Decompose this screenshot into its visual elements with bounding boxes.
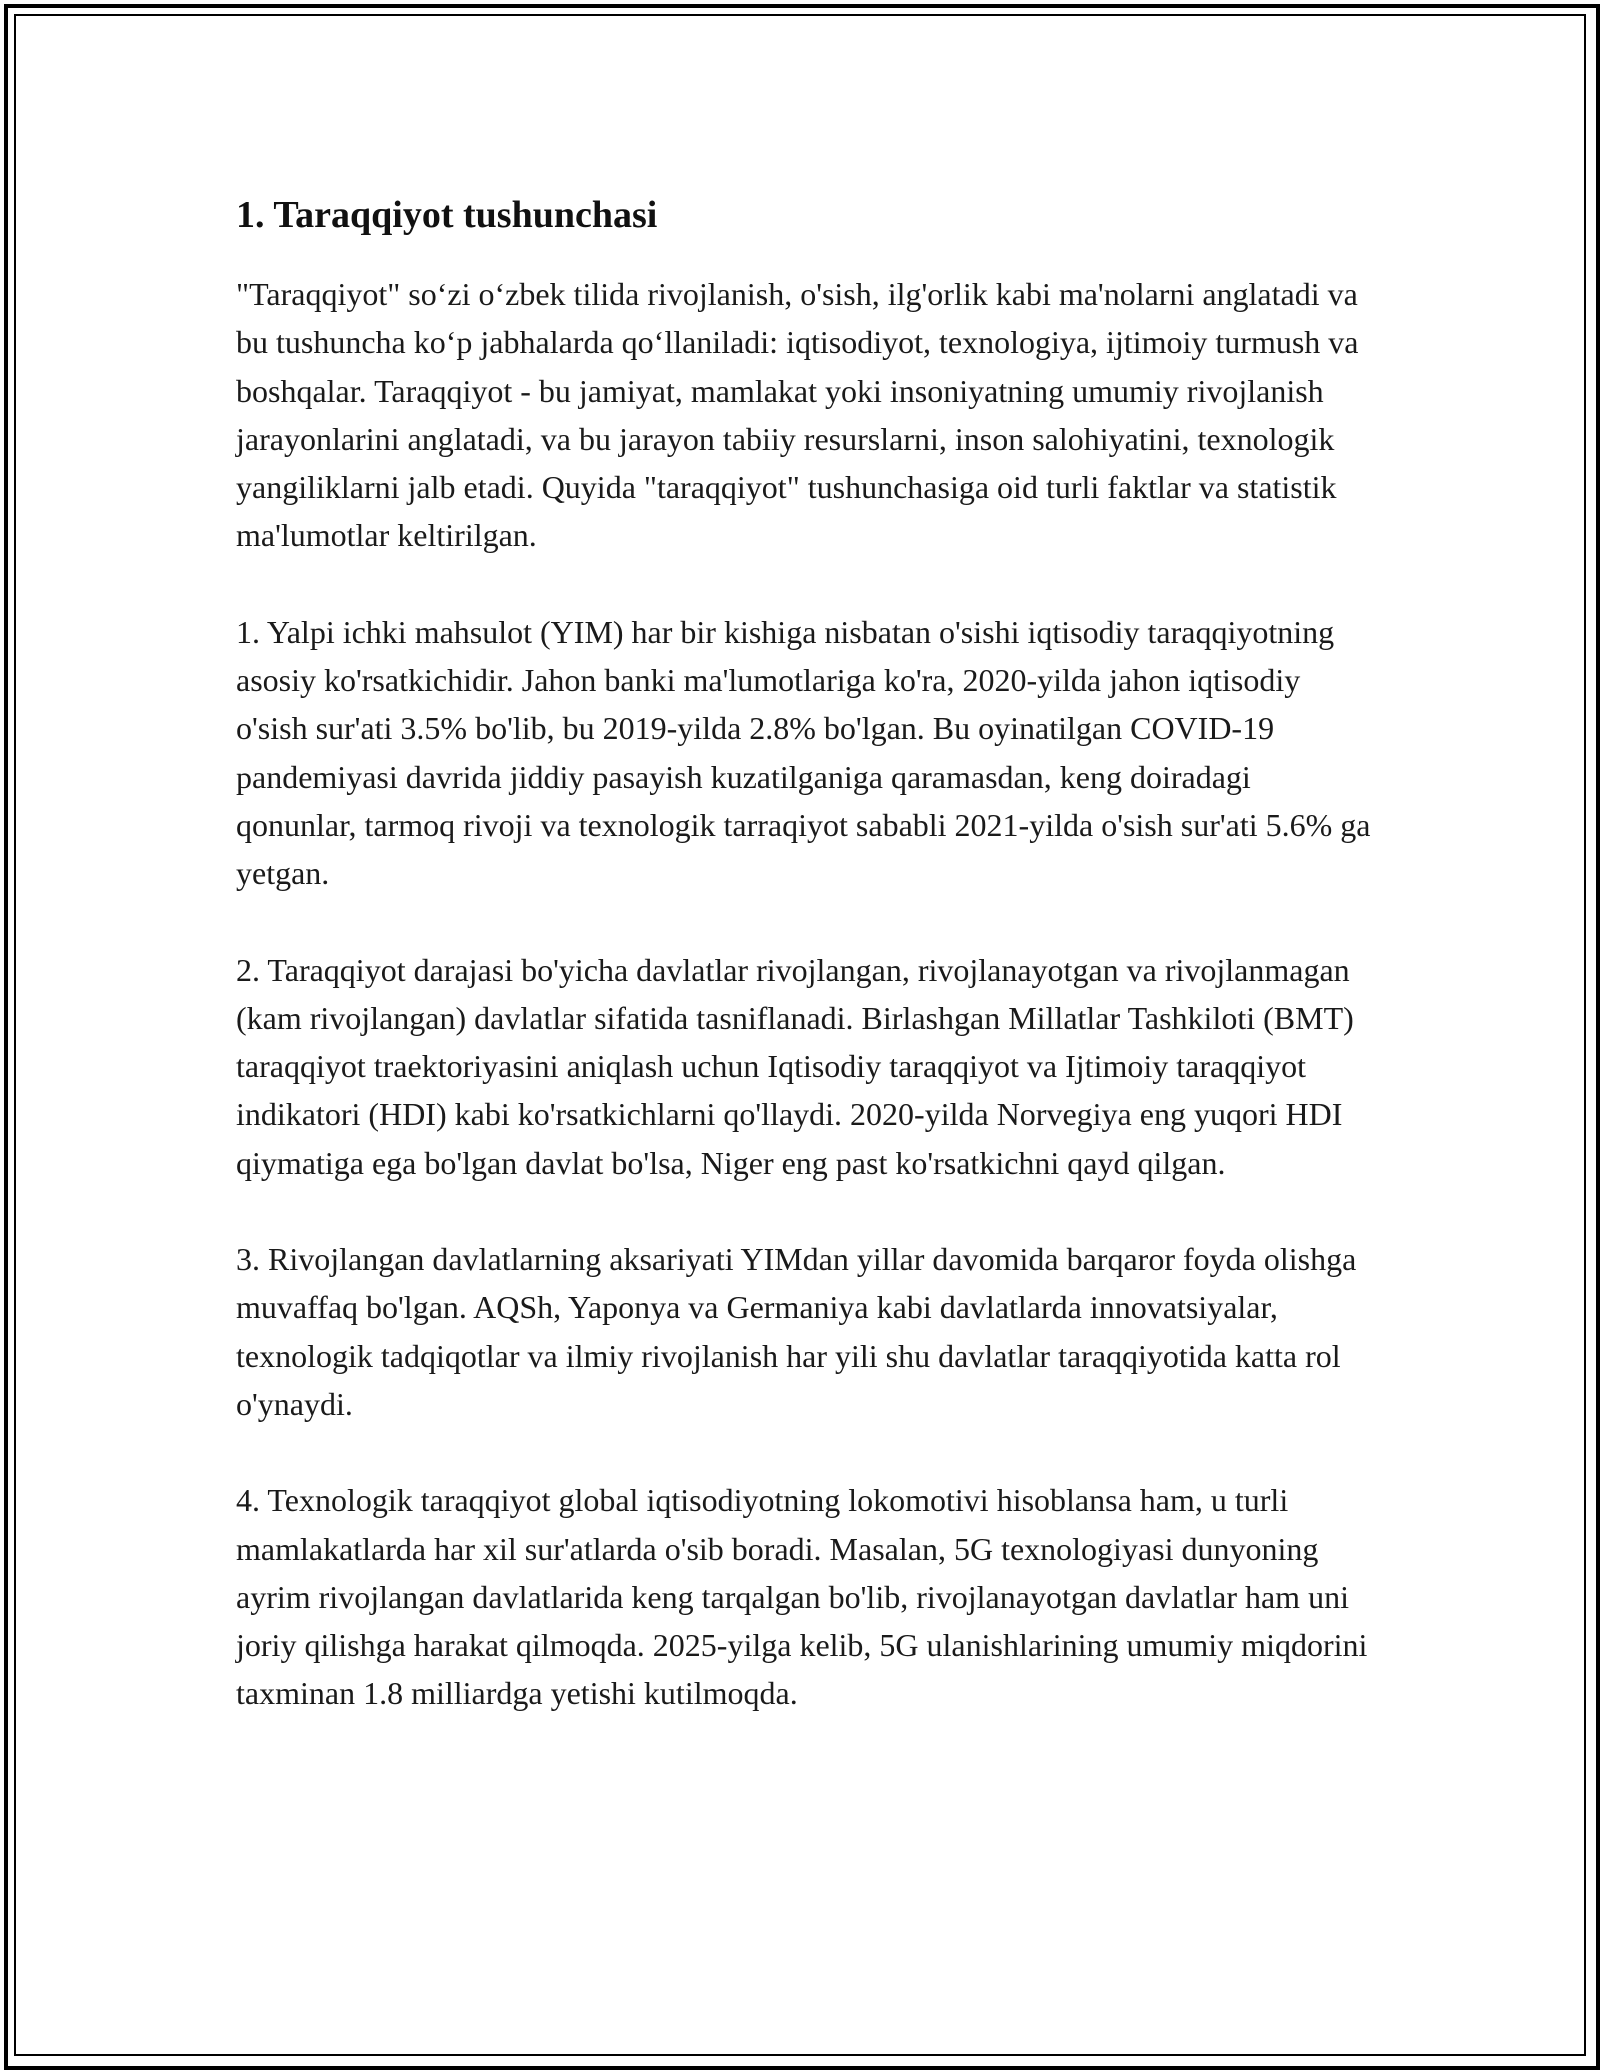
document-body	[236, 186, 1376, 1766]
fact-paragraph-3: 3. Rivojlangan davlatlarning aksariyati YIMdan yillar davomida barqaror foyda olishga muvaffaq bo'lgan. AQSh, Yaponya va Germaniya kabi davlatlarda innovatsiyalar, texnologik tadqiqotlar va ilmiy rivojlanish har yili shu davlatlar taraqqiyotida katta rol o'ynaydi.	[236, 1241, 1357, 1422]
fact-paragraph-1: 1. Yalpi ichki mahsulot (YIM) har bir kishiga nisbatan o'sishi iqtisodiy taraqqiyotning asosiy ko'rsatkichidir. Jahon banki ma'lumotlariga ko'ra, 2020-yilda jahon iqtisodiy o'sish sur'ati 3.5% bo'lib, bu 2019-yilda 2.8% bo'lgan. Bu oyinatilgan COVID-19 pandemiyasi davrida jiddiy pasayish kuzatilganiga qaramasdan, keng doiradagi qonunlar, tarmoq rivoji va texnologik tarraqiyot sababli 2021-yilda o'sish sur'ati 5.6% ga yetgan.	[236, 613, 1371, 892]
intro-paragraph: "Taraqqiyot" so‘zi o‘zbek tilida rivojlanish, o'sish, ilg'orlik kabi ma'nolarni anglatadi va bu tushuncha ko‘p jabhalarda qo‘llaniladi: iqtisodiyot, texnologiya, ijtimoiy turmush va boshqalar. Taraqqiyot - bu jamiyat, mamlakat yoki insoniyatning umumiy rivojlanish jarayonlarini anglatadi, va bu jarayon tabiiy resurslarni, inson salohiyatini, texnologik yangiliklarni jalb etadi. Quyida "taraqqiyot" tushunchasiga oid turli faktlar va statistik ma'lumotlar keltirilgan.	[236, 276, 1359, 554]
fact-paragraph-2: 2. Taraqqiyot darajasi bo'yicha davlatlar rivojlangan, rivojlanayotgan va rivojlanmagan (kam rivojlangan) davlatlar sifatida tasniflanadi. Birlashgan Millatlar Tashkiloti (BMT) taraqqiyot traektoriyasini aniqlash uchun Iqtisodiy taraqqiyot va Ijtimoiy taraqqiyot indikatori (HDI) kabi ko'rsatkichlarni qo'llaydi. 2020-yilda Norvegiya eng yuqori HDI qiymatiga ega bo'lgan davlat bo'lsa, Niger eng past ko'rsatkichni qayd qilgan.	[236, 951, 1354, 1181]
fact-paragraph-4: 4. Texnologik taraqqiyot global iqtisodiyotning lokomotivi hisoblansa ham, u turli mamlakatlarda har xil sur'atlarda o'sib boradi. Masalan, 5G texnologiyasi dunyoning ayrim rivojlangan davlatlarida keng tarqalgan bo'lib, rivojlanayotgan davlatlar ham uni joriy qilishga harakat qilmoqda. 2025-yilga kelib, 5G ulanishlarining umumiy miqdorini taxminan 1.8 milliardga yetishi kutilmoqda.	[236, 1482, 1368, 1712]
section-heading: 1. Taraqqiyot tushunchasi	[236, 194, 658, 236]
